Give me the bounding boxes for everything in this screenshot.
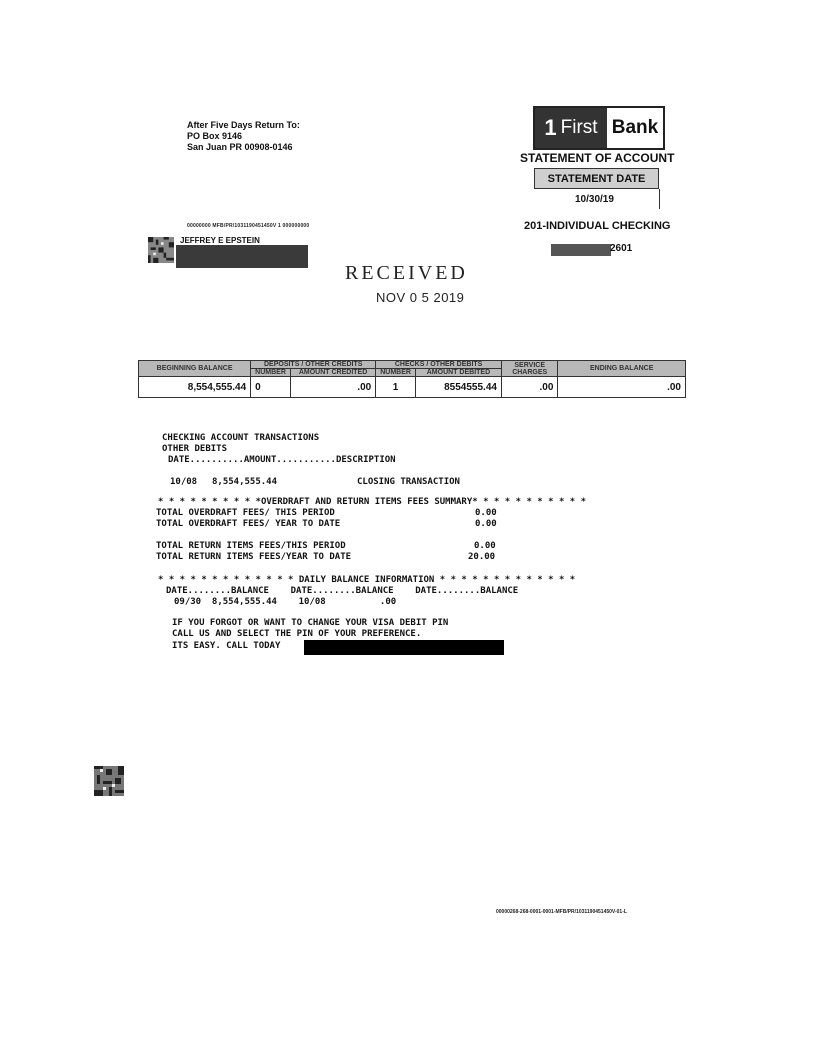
daily-balance-banner: * * * * * * * * * * * * * DAILY BALANCE INFORMATION * * * * * * * * * * * * * bbox=[158, 575, 576, 585]
service-charges-value: .00 bbox=[501, 377, 557, 398]
header-checks: CHECKS / OTHER DEBITS bbox=[376, 361, 502, 369]
daily-balance-columns: DATE........BALANCE DATE........BALANCE DATE........BALANCE bbox=[166, 586, 519, 596]
header-checks-number: NUMBER bbox=[376, 369, 416, 377]
table-row bbox=[139, 377, 686, 398]
fee-label: TOTAL OVERDRAFT FEES/ THIS PERIOD bbox=[156, 508, 335, 518]
message-line: IF YOU FORGOT OR WANT TO CHANGE YOUR VISA DEBIT PIN bbox=[172, 618, 449, 628]
return-address-line: After Five Days Return To: bbox=[187, 120, 300, 130]
checks-amount-value: 8554555.44 bbox=[415, 377, 501, 398]
account-number-last: 2601 bbox=[610, 243, 633, 254]
beginning-balance-value: 8,554,555.44 bbox=[139, 377, 251, 398]
divider bbox=[659, 189, 660, 209]
return-address-line: San Juan PR 00908-0146 bbox=[187, 142, 293, 152]
deposits-number-value: 0 bbox=[251, 377, 291, 398]
checks-number-value: 1 bbox=[376, 377, 416, 398]
fee-label: TOTAL RETURN ITEMS FEES/YEAR TO DATE bbox=[156, 552, 352, 562]
account-summary-table bbox=[138, 360, 686, 398]
header-deposits: DEPOSITS / OTHER CREDITS bbox=[251, 361, 376, 369]
transactions-columns: DATE..........AMOUNT...........DESCRIPTION bbox=[168, 455, 396, 465]
fee-value: 0.00 bbox=[475, 508, 497, 518]
fees-summary-banner: * * * * * * * * * *OVERDRAFT AND RETURN ITEMS FEES SUMMARY* * * * * * * * * * * bbox=[158, 497, 587, 507]
transaction-amount: 8,554,555.44 bbox=[212, 477, 278, 487]
fee-value: 0.00 bbox=[474, 541, 496, 551]
fee-value: 0.00 bbox=[475, 519, 497, 529]
return-address bbox=[187, 120, 300, 153]
statement-date-label: STATEMENT DATE bbox=[534, 168, 659, 189]
table-header-row bbox=[139, 361, 686, 369]
header-deposits-number: NUMBER bbox=[251, 369, 291, 377]
account-type: 201-INDIVIDUAL CHECKING bbox=[524, 220, 671, 232]
statement-date: 10/30/19 bbox=[575, 194, 614, 205]
received-stamp-date: NOV 0 5 2019 bbox=[376, 290, 465, 305]
header-checks-amount: AMOUNT DEBITED bbox=[415, 369, 501, 377]
ending-balance-value: .00 bbox=[558, 377, 686, 398]
redaction-bar bbox=[304, 640, 504, 655]
transactions-subheading: OTHER DEBITS bbox=[162, 444, 228, 454]
message-line: CALL US AND SELECT THE PIN OF YOUR PREFERENCE. bbox=[172, 629, 422, 639]
transaction-date: 10/08 bbox=[170, 477, 198, 487]
transactions-heading: CHECKING ACCOUNT TRANSACTIONS bbox=[162, 433, 320, 443]
logo-number: 1 bbox=[544, 115, 557, 140]
redaction-bar bbox=[551, 244, 611, 256]
header-deposits-amount: AMOUNT CREDITED bbox=[290, 369, 375, 377]
fee-label: TOTAL OVERDRAFT FEES/ YEAR TO DATE bbox=[156, 519, 341, 529]
account-holder-name: JEFFREY E EPSTEIN bbox=[180, 236, 260, 245]
header-service-charges: SERVICE CHARGES bbox=[501, 361, 557, 377]
redaction-bar bbox=[176, 245, 308, 268]
received-stamp: RECEIVED bbox=[345, 262, 468, 284]
fee-label: TOTAL RETURN ITEMS FEES/THIS PERIOD bbox=[156, 541, 346, 551]
qr-code-icon bbox=[94, 766, 124, 796]
deposits-amount-value: .00 bbox=[290, 377, 375, 398]
mailing-barcode-text: 00000000 MFB/PR/1031190451450V 1 000000000 bbox=[187, 223, 310, 229]
transaction-description: CLOSING TRANSACTION bbox=[357, 477, 460, 487]
footer-code: 00000268-268-0001-0001-MFB/PR/1031190451450V-01-L bbox=[496, 909, 627, 915]
logo-bank: Bank bbox=[607, 108, 663, 148]
bank-logo bbox=[533, 106, 665, 150]
logo-first: First bbox=[560, 117, 598, 138]
logo-left-panel bbox=[535, 108, 607, 148]
return-address-line: PO Box 9146 bbox=[187, 131, 243, 141]
qr-code-icon bbox=[148, 237, 174, 263]
message-line: ITS EASY. CALL TODAY bbox=[172, 641, 281, 651]
statement-title: STATEMENT OF ACCOUNT bbox=[520, 151, 675, 165]
fee-value: 20.00 bbox=[468, 552, 496, 562]
daily-balance-row: 09/30 8,554,555.44 10/08 .00 bbox=[174, 597, 397, 607]
header-beginning-balance: BEGINNING BALANCE bbox=[139, 361, 251, 377]
header-ending-balance: ENDING BALANCE bbox=[558, 361, 686, 377]
